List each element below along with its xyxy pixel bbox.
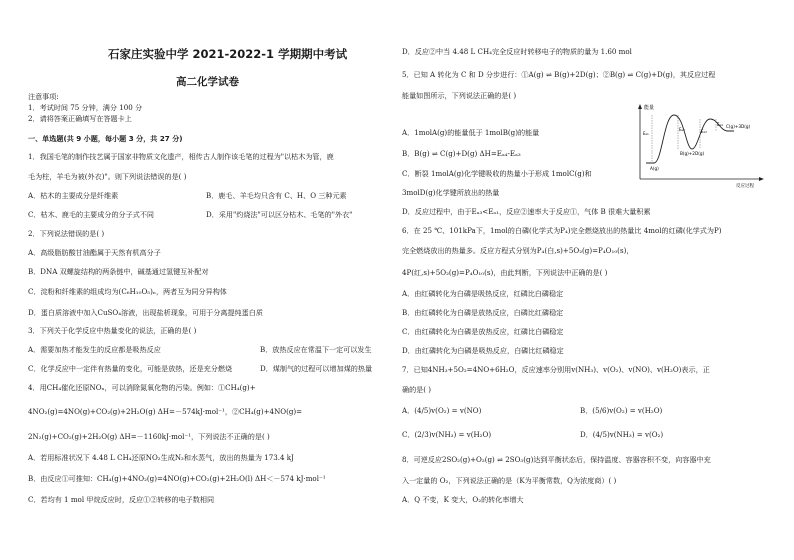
species-b-label: B(g)+2D(g) bbox=[680, 151, 705, 156]
species-a-label: A(g) bbox=[650, 166, 659, 171]
option-d: D．反应②中当 4.48 L CH₄完全反应时转移电子的物质的量为 1.60 mol bbox=[402, 47, 632, 56]
ea3-label: Eₐ₃ bbox=[701, 129, 707, 134]
option-c: C．(2/3)v(NH₃) = v(H₂O) bbox=[402, 430, 492, 439]
option-b: B．由反应①可推知：CH₄(g)+4NO₂(g)=4NO(g)+CO₂(g)+2H₂O(l) ΔH＜－574 kJ·mol⁻¹ bbox=[28, 474, 326, 483]
option-c: C．淀粉和纤维素的组成均为(C₆H₁₀O₅)ₙ，两者互为同分异构体 bbox=[28, 287, 227, 296]
option-c: C．枯木、鹿毛的主要成分的分子式不同 bbox=[28, 210, 155, 219]
question-text: 能量如图所示，下列说法正确的是( ) bbox=[402, 91, 517, 100]
option-d: D．蛋白质溶液中加入CuSO₄溶液，出现盐析现象，可用于分离提纯蛋白质 bbox=[28, 308, 263, 317]
option-c: C．若均有 1 mol 甲烷反应时，反应①②转移的电子数相同 bbox=[28, 495, 215, 504]
option-d: D．煤制气的过程可以增加煤的热量 bbox=[260, 364, 373, 373]
option-c: C．由红磷转化为白磷是放热反应，红磷比白磷稳定 bbox=[402, 327, 564, 336]
option-b: B．B(g) ⇌ C(g)+D(g) ΔH=Eₐ₄-Eₐ₃ bbox=[402, 149, 521, 158]
option-a: A．Q 不变，K 变大，O₂的转化率增大 bbox=[402, 495, 524, 504]
option-c-cont: 3molD(g)化学键所放出的热量 bbox=[402, 188, 500, 197]
option-a: A．若用标准状况下 4.48 L CH₄还原NO₂生成N₂和水蒸气，放出的热量为 173.4 kJ bbox=[28, 453, 294, 462]
option-a: A．高级脂肪酸甘油酯属于天然有机高分子 bbox=[28, 248, 161, 257]
option-d: D．(4/5)v(NH₃) = v(O₂) bbox=[580, 430, 664, 439]
question-text: 4．用CH₄催化还原NOₓ，可以消除氮氧化物的污染。例如：①CH₄(g)+ bbox=[28, 383, 256, 392]
ea4-label: Eₐ₄ bbox=[717, 122, 723, 127]
question-text: 6．在 25 ℃、101kPa下，1mol的白磷(化学式为P₄)完全燃烧放出的热量比 4mol的红磷(化学式为P) bbox=[402, 226, 722, 235]
y-axis-arrow bbox=[638, 104, 642, 109]
species-c-label: C(g)+3D(g) bbox=[726, 124, 751, 129]
note-item: 1．考试时间 75 分钟，满分 100 分 bbox=[28, 103, 143, 112]
section-heading: 一、单选题(共 9 小题，每小题 3 分，共 27 分) bbox=[28, 134, 183, 143]
option-b: B．放热反应在常温下一定可以发生 bbox=[260, 345, 372, 354]
question-text: 2．下列说法错误的是( ) bbox=[28, 229, 105, 238]
question-text: 1．我国毛笔的制作技艺属于国家非物质文化遗产，相传古人制作该毛笔的过程为"以枯木为管，鹿 bbox=[28, 152, 334, 161]
option-a: A．由红磷转化为白磷是吸热反应，红磷比白磷稳定 bbox=[402, 289, 564, 298]
notes-heading: 注意事项: bbox=[28, 92, 59, 101]
x-axis-arrow bbox=[759, 177, 764, 181]
ea1-label: Eₐ₁ bbox=[643, 131, 649, 136]
y-axis-label: 能量 bbox=[644, 105, 655, 111]
option-a: A．枯木的主要成分是纤维素 bbox=[28, 191, 119, 200]
option-d: D．反应过程中，由于Eₐ₃<Eₐ₁，反应②速率大于反应①，气体 B 很难大量积累 bbox=[402, 207, 651, 216]
option-c: C．化学反应中一定伴有热量的变化，可能是放热，还是充分燃烧 bbox=[28, 364, 233, 373]
question-text: 4P(红,s)+5O₂(g)=P₄O₁₀(s)，由此判断，下列说法中正确的是( ) bbox=[402, 268, 608, 277]
question-text: 5．已知 A 转化为 C 和 D 分步进行：①A(g) ⇌ B(g)+2D(g)；②B(g) ⇌ C(g)+D(g)，其反应过程 bbox=[402, 70, 716, 79]
question-text: 毛为柱，羊毛为被(外衣)"。则下列说法错误的是( ) bbox=[28, 172, 187, 181]
question-text: 入一定量的 O₂，下列说法正确的是（K为平衡常数，Q为浓度商）( ) bbox=[402, 476, 617, 485]
note-item: 2．请将答案正确填写在答题卡上 bbox=[28, 114, 132, 123]
question-text: 完全燃烧放出的热量多。反应方程式分别为P₄(白,s)+5O₂(g)=P₄O₁₀(s)， bbox=[402, 246, 634, 255]
option-c: C．断裂 1molA(g)化学键吸收的热量小于形成 1molC(g)和 bbox=[402, 169, 592, 178]
option-b: B．由红磷转化为白磷是放热反应，白磷比红磷稳定 bbox=[402, 308, 564, 317]
option-b: B．鹿毛、羊毛均只含有 C、H、O 三种元素 bbox=[206, 191, 347, 200]
option-d: D．采用"灼烧法"可以区分枯木、毛笔的"外衣" bbox=[206, 210, 353, 219]
energy-profile-diagram bbox=[628, 101, 768, 191]
option-a: A．(4/5)v(O₂) = v(NO) bbox=[402, 406, 482, 415]
equation-line: 2N₂(g)+CO₂(g)+2H₂O(g) ΔH=－1160kJ·mol⁻¹，下列说法不正确的是( ) bbox=[28, 432, 270, 441]
question-text: 确的是( ) bbox=[402, 385, 432, 394]
option-d: D．由红磷转化为白磷是吸热反应，白磷比红磷稳定 bbox=[402, 346, 564, 355]
option-a: A．1molA(g)的能量低于 1molB(g)的能量 bbox=[402, 128, 540, 137]
ea2-label: Eₐ₂ bbox=[679, 127, 685, 132]
question-text: 7．已知4NH₃+5O₂=4NO+6H₂O，反应速率分别用v(NH₃)、v(O₂)、v(NO)、v(H₂O)表示，正 bbox=[402, 365, 710, 374]
option-a: A．需要加热才能发生的反应都是吸热反应 bbox=[28, 345, 161, 354]
option-b: B．(5/6)v(O₂) = v(H₂O) bbox=[580, 406, 663, 415]
question-text: 3．下列关于化学反应中热量变化的说法，正确的是( ) bbox=[28, 326, 197, 335]
page-title: 石家庄实验中学 2021-2022-1 学期期中考试 bbox=[108, 47, 348, 61]
x-axis-label: 反应过程 bbox=[736, 184, 754, 189]
page-subtitle: 高二化学试卷 bbox=[176, 76, 239, 88]
question-text: 8．可逆反应2SO₂(g)+O₂(g) ⇌ 2SO₃(g)达到平衡状态后，保持温度、容器容积不变，向容器中充 bbox=[402, 455, 711, 464]
equation-line: 4NO₂(g)=4NO(g)+CO₂(g)+2H₂O(g) ΔH=－574kJ·mol⁻¹，②CH₄(g)+4NO(g)= bbox=[28, 407, 303, 416]
option-b: B．DNA 双螺旋结构的两条链中，碱基通过氢键互补配对 bbox=[28, 267, 209, 276]
